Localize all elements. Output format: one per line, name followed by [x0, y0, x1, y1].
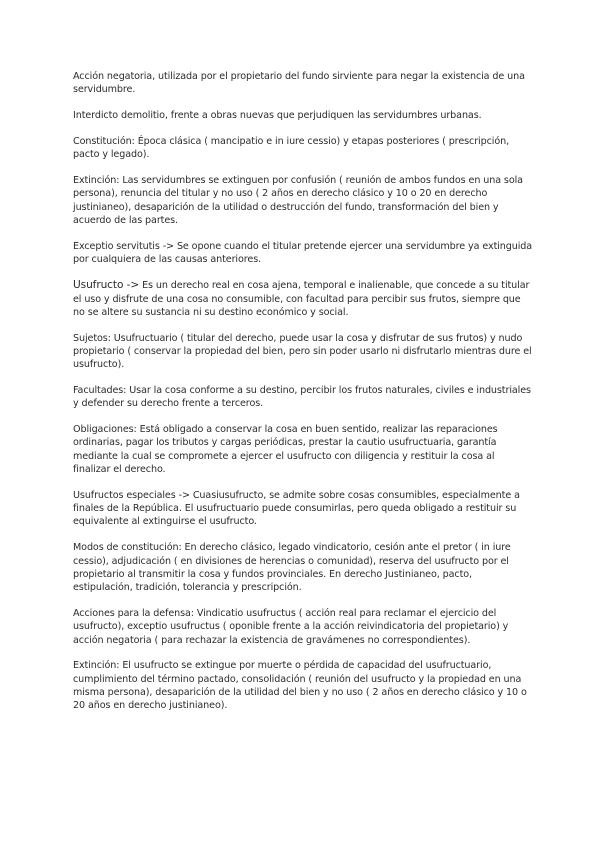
paragraph-modos-constitucion: Modos de constitución: En derecho clásico, legado vindicatorio, cesión ante el pretor ( in iure cessio), adjudicación ( en divisiones de herencias o comunidad), reserva del usufructo por el propietario al transmitir la cosa y fundos provinciales. En derecho Justinianeo, pacto, estipulación, tradición, tolerancia y prescripción. [73, 542, 511, 594]
paragraph-usufructos-especiales: Usufructos especiales -> Cuasiusufructo, se admite sobre cosas consumibles, especialmente a finales de la República. El usufructuario puede consumirlas, pero queda obligado a restituir su equivalente al extinguirse el usufructo. [73, 489, 520, 528]
paragraph-sujetos: Sujetos: Usufructuario ( titular del derecho, puede usar la cosa y disfrutar de sus frutos) y nudo propietario ( conservar la propiedad del bien, pero sin poder usarlo ni disfrutarlo mientras dure el usufructo). [73, 332, 532, 371]
paragraph-interdicto-demolitio: Interdicto demolitio, frente a obras nuevas que perjudiquen las servidumbres urbanas. [73, 110, 482, 122]
document-page [73, 70, 533, 725]
paragraph-acciones-defensa: Acciones para la defensa: Vindicatio usufructus ( acción real para reclamar el ejercicio del usufructo), exceptio usufructus ( oponible frente a la acción reivindicatoria del propietario) y acción negatoria ( para rechazar la existencia de gravámenes no correspondientes). [73, 607, 509, 646]
paragraph-accion-negatoria: Acción negatoria, utilizada por el propietario del fundo sirviente para negar la existencia de una servidumbre. [73, 71, 525, 96]
usufructo-term: Usufructo -> [73, 279, 140, 292]
paragraph-extincion-usufructo: Extinción: El usufructo se extingue por muerte o pérdida de capacidad del usufructuario, cumplimiento del término pactado, consolidación ( reunión del usufructo y la propiedad en una misma persona), desaparición de la utilidad del bien y no uso ( 2 años en derecho clásico y 10 o 20 años en derecho justinianeo). [73, 660, 527, 712]
paragraph-extincion-servidumbres: Extinción: Las servidumbres se extinguen por confusión ( reunión de ambos fundos en una sola persona), renuncia del titular y no uso ( 2 años en derecho clásico y 10 o 20 en derecho justinianeo), desaparición de la utilidad o destrucción del fundo, transformación del bien y acuerdo de las partes. [73, 174, 523, 226]
paragraph-constitucion: Constitución: Época clásica ( mancipatio e in iure cessio) y etapas posteriores ( prescripción, pacto y legado). [73, 135, 510, 161]
paragraph-obligaciones: Obligaciones: Está obligado a conservar la cosa en buen sentido, realizar las reparaciones ordinarias, pagar los tributos y cargas periódicas, prestar la cautio usufructuaria, garantía mediante la cual se compromete a ejercer el usufructo con diligencia y restituir la cosa al finalizar el derecho. [73, 424, 498, 476]
paragraph-facultades: Facultades: Usar la cosa conforme a su destino, percibir los frutos naturales, civiles e industriales y defender su derecho frente a terceros. [73, 385, 531, 410]
usufructo-definition: Es un derecho real en cosa ajena, temporal e inalienable, que concede a su titular el uso y disfrute de una cosa no consumible, con facultad para percibir sus frutos, siempre que no se altere su sustancia ni su destino económico y social. [73, 280, 530, 318]
paragraph-usufructo [73, 279, 533, 319]
paragraph-exceptio-servitutis: Exceptio servitutis -> Se opone cuando el titular pretende ejercer una servidumbre ya extinguida por cualquiera de las causas anteriores. [73, 240, 533, 265]
